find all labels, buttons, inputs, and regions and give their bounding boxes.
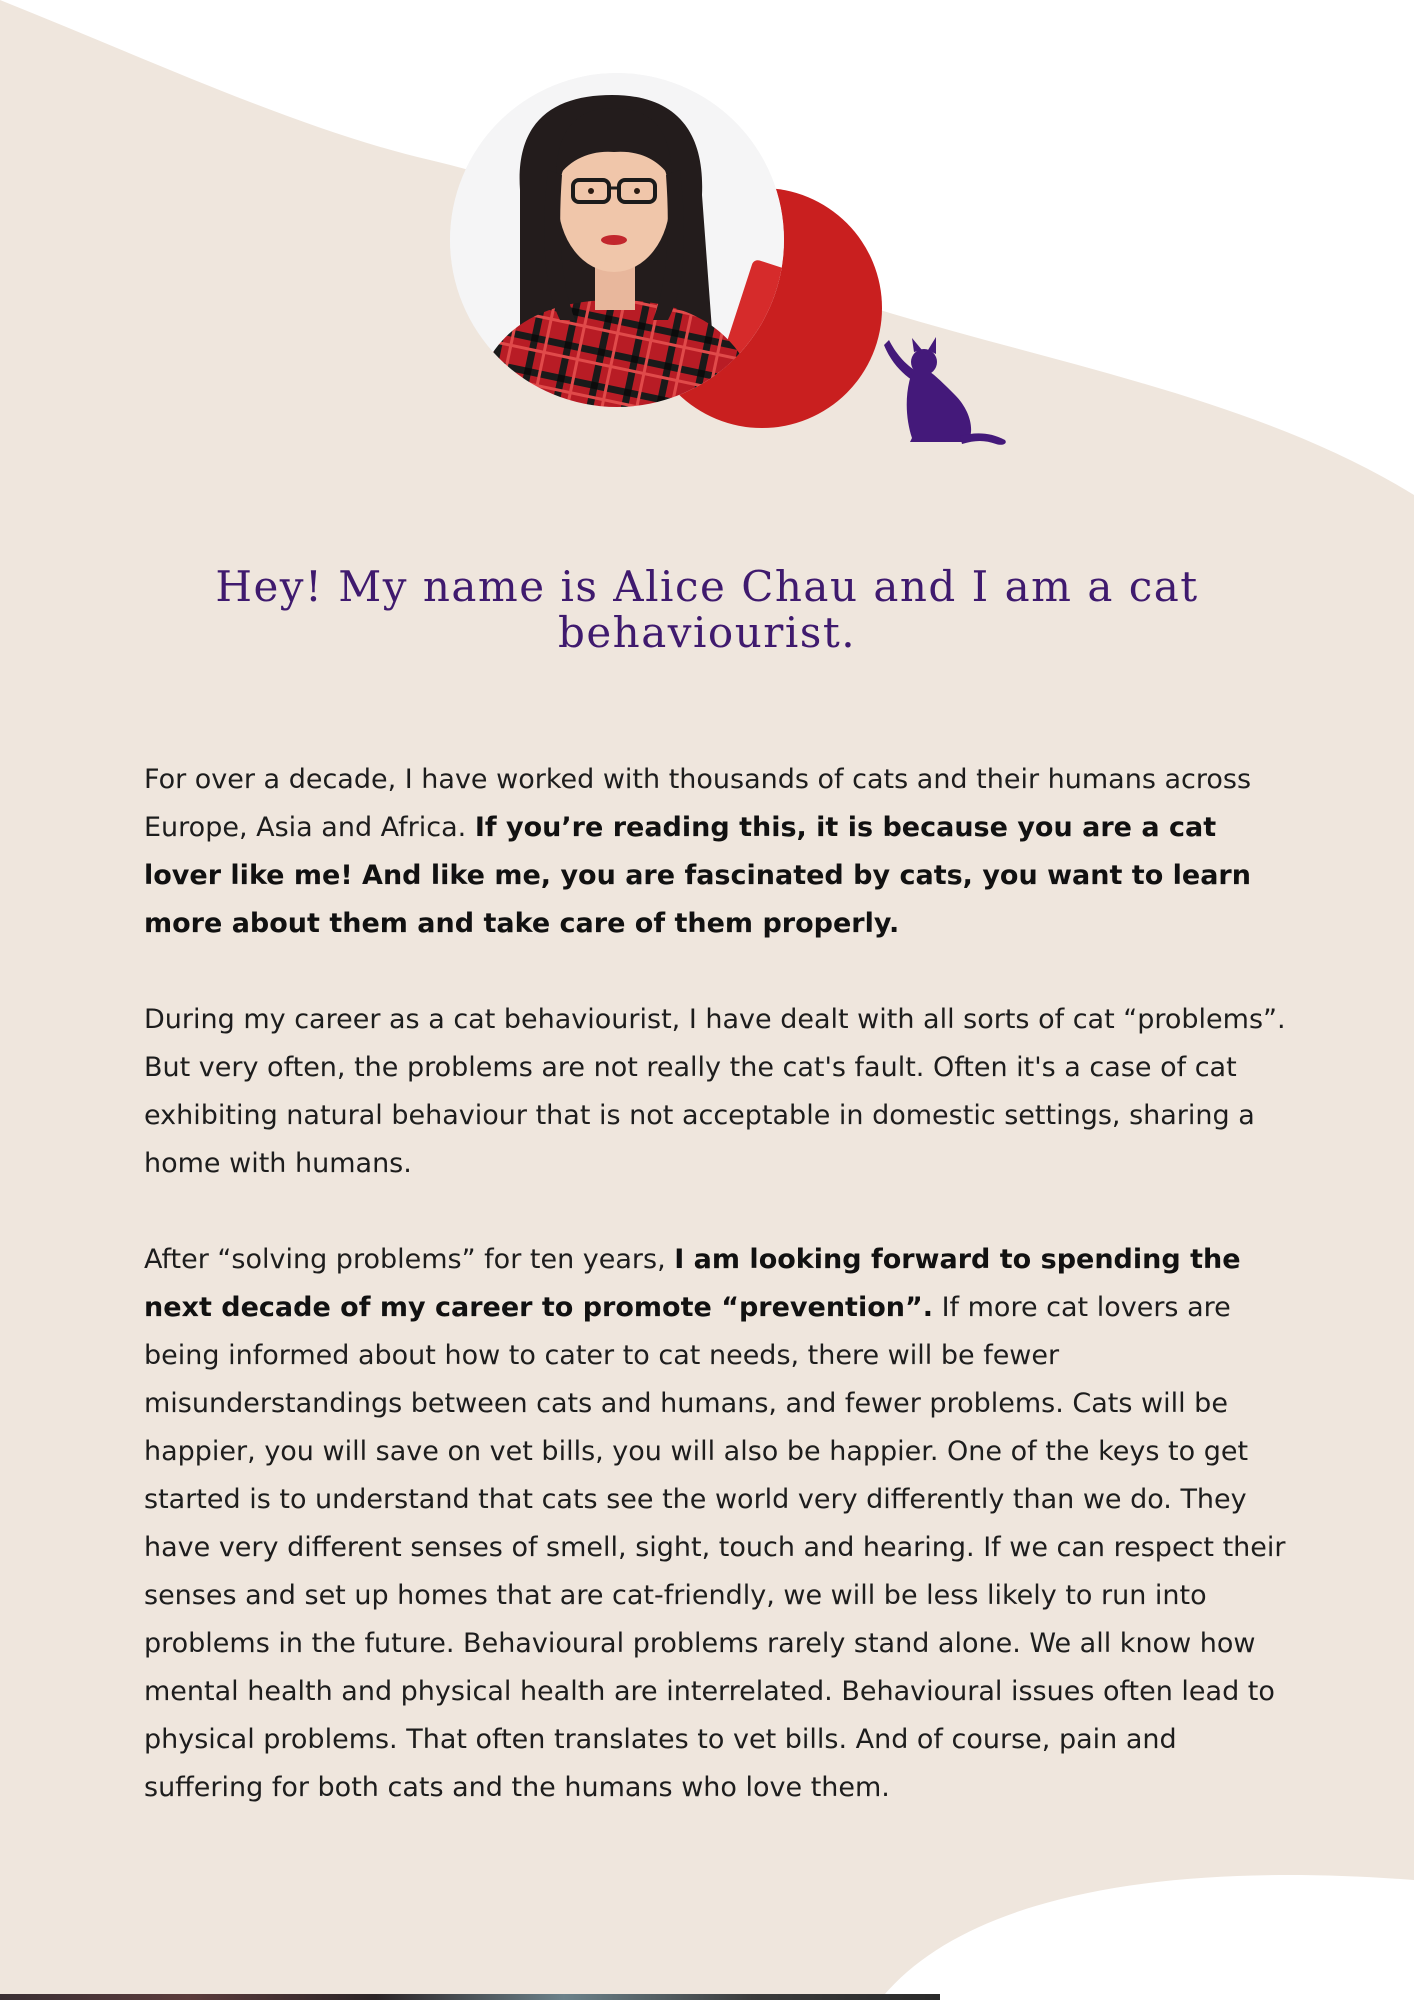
body-copy: [144, 756, 1294, 1860]
hero-illustration: [0, 0, 1414, 460]
intro-paragraph-text: For over a decade, I have worked with thousands of cats and their humans across Europe, Asia and Africa.: [144, 764, 1252, 843]
next-page-photo-strip: [0, 1994, 940, 2000]
prevention-paragraph-rest: If more cat lovers are being informed about how to cater to cat needs, there will be fewer misunderstandings between cats and humans, and fewer problems. Cats will be happier, you will save on vet bills, you will also be happier. One of the keys to get started is to understand that cats see the world very differently than we do. They have very different senses of smell, sight, touch and hearing. If we can respect their senses and set up homes that are cat-friendly, we will be less likely to run into problems in the future. Behavioural problems rarely stand alone. We all know how mental health and physical health are interrelated. Behavioural issues often lead to physical problems. That often translates to vet bills. And of course, pain and suffering for both cats and the humans who love them.: [144, 1292, 1286, 1803]
prevention-paragraph: [144, 1236, 1294, 1812]
page-title: Hey! My name is Alice Chau and I am a cat behaviourist.: [215, 562, 1199, 657]
cat-silhouette-icon: [884, 337, 1006, 445]
intro-paragraph: [144, 756, 1294, 948]
prevention-paragraph-bold: I am looking forward to spending the next decade of my career to promote “prevention”.: [144, 1244, 1241, 1323]
prevention-paragraph-lead: After “solving problems” for ten years,: [144, 1244, 675, 1275]
intro-paragraph-bold: If you’re reading this, it is because you are a cat lover like me! And like me, you are fascinated by cats, you want to learn more about them and take care of them properly.: [144, 812, 1251, 939]
career-paragraph: [144, 996, 1294, 1188]
career-paragraph-text: During my career as a cat behaviourist, I have dealt with all sorts of cat “problems”. But very often, the problems are not really the cat's fault. Often it's a case of cat exhibiting natural behaviour that is not acceptable in domestic settings, sharing a home with humans.: [144, 1004, 1286, 1179]
